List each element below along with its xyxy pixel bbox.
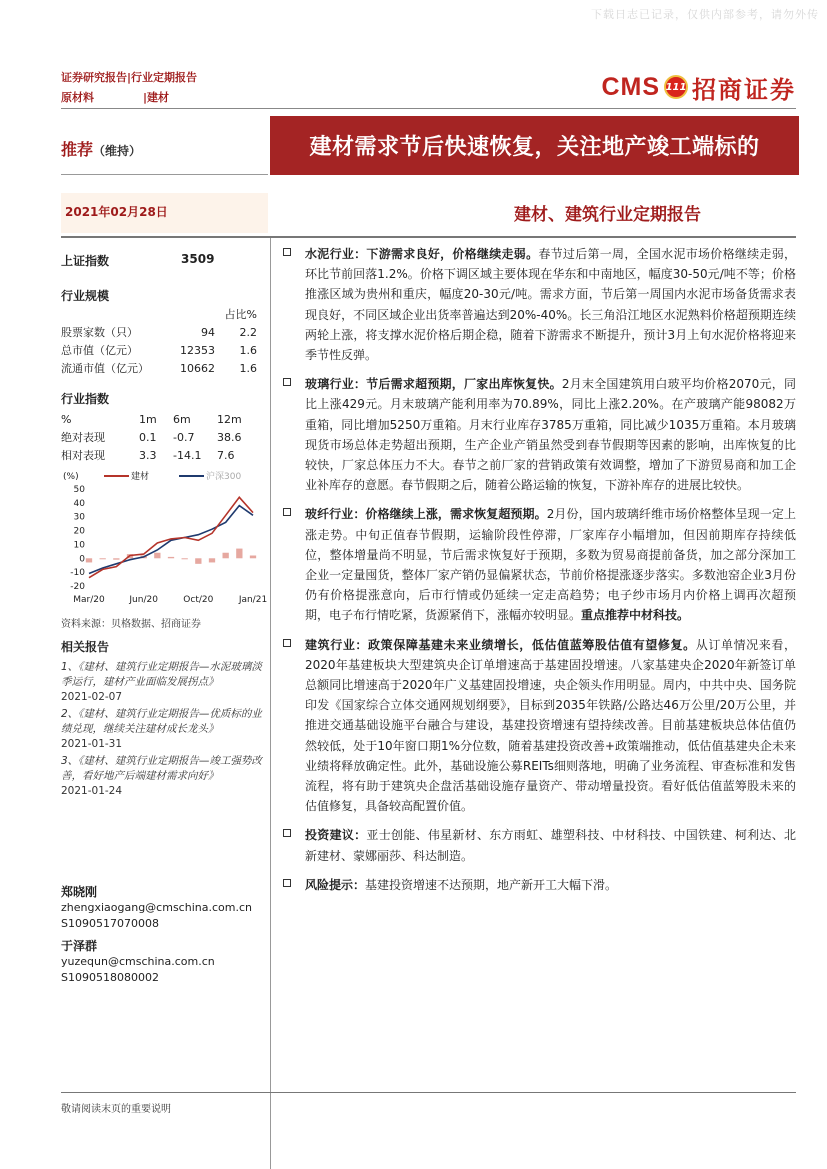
logo-badge-icon: 111 — [664, 75, 688, 99]
relative-bar — [223, 553, 229, 559]
analyst-block — [61, 884, 268, 986]
x-tick-label: Mar/20 — [73, 595, 105, 605]
index-value: 3509 — [181, 252, 215, 266]
checkbox-bullet-icon — [283, 248, 291, 256]
rating — [61, 137, 141, 160]
list-item[interactable]: 1、《建材、建筑行业定期报告—水泥玻璃淡季运行，建材产业面临发展拐点》 2021-02-07 — [61, 661, 262, 703]
report-body — [283, 244, 796, 904]
related-title: 相关报告 — [61, 640, 110, 654]
y-tick-label: 30 — [73, 512, 85, 523]
index-label: 上证指数 — [61, 254, 110, 268]
performance-title: 行业指数 — [61, 392, 110, 406]
legend-label-b: 沪深300 — [206, 472, 242, 482]
relative-bar — [250, 556, 256, 559]
y-tick-label: -20 — [70, 582, 85, 592]
y-tick-label: 40 — [73, 498, 85, 509]
list-item[interactable]: 2、《建材、建筑行业定期报告—优质标的业绩兑现，继续关注建材成长龙头》 2021-01-31 — [61, 708, 262, 750]
checkbox-bullet-icon — [283, 639, 291, 647]
relative-bar — [154, 553, 160, 559]
table-row: 相对表现 3.3 -14.1 7.6 — [61, 448, 235, 462]
paragraph-fiberglass: 玻纤行业：价格继续上涨，需求恢复超预期。2月份，国内玻璃纤维市场价格整体呈现一定上涨走势。中旬正值春节假期，运输阶段性停滞，厂家库存小幅增加，但因前期库存持续低位，整体增量尚不明显，节后需求恢复好于预期，多数为贸易商提前备货，加之部分深加工企业一定量囤货，整体厂家产销仍显偏紧状态，节前价格提涨逐步落实。多数池窑企业3月份仍有价格提涨意向，后市行情或仍延续一定走高趋势；电子纱市场月内价格上调再次超预期，电子布行情吃紧，货源紧俏下，涨幅亦较明显。重点推荐中材科技。 — [283, 504, 796, 625]
related-list — [61, 660, 268, 801]
table-row: 股票家数（只） 94 2.2 — [61, 325, 257, 339]
relative-bar — [86, 558, 92, 562]
y-tick-label: -10 — [70, 568, 85, 579]
legend-label-a: 建材 — [131, 472, 150, 482]
report-header — [61, 68, 197, 108]
report-subtitle: 建材、建筑行业定期报告 — [514, 205, 701, 225]
report-date: 2021年02月28日 — [61, 193, 268, 233]
paragraph-cement: 水泥行业：下游需求良好，价格继续走弱。春节过后第一周，全国水泥市场价格继续走弱，环比节前回落1.2%。价格下调区域主要体现在华东和中南地区，幅度30-50元/吨不等；价格推涨区域为贵州和重庆，幅度20-30元/吨。需求方面，节后第一周国内水泥市场备货需求表现良好，不同区域企业出货率普遍达到20%-40%。长三角沿江地区水泥熟料价格超预期连续两轮上涨，将支撑水泥价格后期企稳，随着下游需求不断提升，预计3月上旬水泥价格将迎来季节性反弹。 — [283, 244, 796, 365]
report-type: 证券研究报告|行业定期报告 — [61, 71, 198, 84]
checkbox-bullet-icon — [283, 508, 291, 516]
relative-bar — [113, 558, 119, 559]
column-divider — [270, 238, 271, 1169]
table-row: 流通市值（亿元） 10662 1.6 — [61, 361, 257, 375]
watermark: 下载日志已记录，仅供内部参考，请勿外传 — [591, 8, 819, 21]
rating-label: 推荐 — [61, 140, 94, 159]
header-divider — [61, 108, 796, 109]
y-tick-label: 20 — [73, 526, 85, 537]
scale-header: 占比% — [224, 308, 257, 321]
paragraph-risk: 风险提示：基建投资增速不达预期，地产新开工大幅下滑。 — [283, 875, 796, 895]
table-row: 总市值（亿元） 12353 1.6 — [61, 343, 257, 357]
report-title: 建材需求节后快速恢复，关注地产竣工端标的 — [270, 116, 799, 175]
left-divider — [61, 174, 268, 175]
analyst-email[interactable]: zhengxiaogang@cmschina.com.cn — [61, 901, 252, 914]
performance-table — [61, 410, 268, 464]
analyst-name: 郑晓刚 — [61, 885, 98, 899]
analyst-email[interactable]: yuzequn@cmschina.com.cn — [61, 955, 215, 968]
scale-table — [61, 305, 268, 377]
checkbox-bullet-icon — [283, 879, 291, 887]
analyst-cert: S1090518080002 — [61, 971, 159, 984]
relative-bar — [100, 558, 106, 559]
paragraph-investment: 投资建议：亚士创能、伟星新材、东方雨虹、雄塑科技、中材科技、中国铁建、柯利达、北新建材、蒙娜丽莎、科达制造。 — [283, 825, 796, 865]
x-tick-label: Oct/20 — [183, 595, 214, 605]
performance-chart — [61, 469, 268, 609]
y-tick-label: 50 — [73, 485, 85, 495]
x-tick-label: Jan/21 — [238, 595, 268, 605]
rating-maintain: （维持） — [93, 144, 142, 158]
relative-bar — [209, 558, 215, 562]
paragraph-construction: 建筑行业：政策保障基建未来业绩增长，低估值蓝筹股估值有望修复。从订单情况来看，2020年基建板块大型建筑央企订单增速高于基建固投增速。八家基建央企2020年新签订单总额同比增速高于2020年广义基建固投增速，央企领头作用明显。周内，中共中央、国务院印发《国家综合立体交通网规划纲要》，目标到2035年铁路/公路达46万公里/20万公里，并推进交通基础设施平台融合与建设，基建投资增速有望持续改善。目前基建板块总体估值仍然较低，处于10年窗口期1%分位数，随着基建投资改善+政策端推动，低估值基建央企未来业绩将释放确定性。此外，基础设施公募REITs细则落地，明确了业务流程、审查标准和发售流程，将有助于建筑央企盘活基础设施存量资产、带动增量投资。看好低估值蓝筹股未来的估值修复，具备较高配置价值。 — [283, 635, 796, 817]
y-tick-label: 0 — [79, 554, 85, 565]
relative-bar — [195, 558, 201, 564]
analyst-cert: S1090517070008 — [61, 917, 159, 930]
checkbox-bullet-icon — [283, 378, 291, 386]
logo-name: 招商证券 — [692, 75, 796, 104]
chart-source: 资料来源：贝格数据、招商证券 — [61, 619, 201, 630]
y-tick-label: 10 — [73, 540, 85, 551]
cms-logo — [601, 70, 796, 104]
index-row — [61, 252, 268, 269]
footer-note: 敬请阅读末页的重要说明 — [61, 1104, 171, 1115]
table-row: 绝对表现 0.1 -0.7 38.6 — [61, 430, 242, 444]
scale-title: 行业规模 — [61, 289, 110, 303]
sector-b: |建材 — [143, 91, 170, 104]
chart-unit-label: (%) — [63, 472, 79, 482]
relative-bar — [236, 549, 242, 559]
series-line-jiancai — [89, 497, 253, 577]
analyst-name: 于泽群 — [61, 939, 98, 953]
list-item[interactable]: 3、《建材、建筑行业定期报告—竣工强势改善，看好地产后端建材需求向好》 2021-01-24 — [61, 755, 262, 797]
x-tick-label: Jun/20 — [129, 595, 158, 605]
date-divider — [61, 236, 796, 238]
chart-legend — [104, 470, 241, 482]
sector-a: 原材料 — [61, 91, 94, 104]
checkbox-bullet-icon — [283, 829, 291, 837]
table-header-row: % 1m 6m 12m — [61, 412, 242, 426]
relative-bar — [182, 558, 188, 559]
logo-latin: CMS — [601, 72, 660, 101]
footer-divider — [61, 1092, 796, 1093]
relative-bar — [168, 557, 174, 558]
paragraph-glass: 玻璃行业：节后需求超预期，厂家出库恢复快。2月末全国建筑用白玻平均价格2070元，同比上涨429元。月末玻璃产能利用率为70.89%，同比上涨2.20%。在产玻璃产能98082万重箱，同比增加5250万重箱。月末行业库存3785万重箱，同比减少1035万重箱。本月玻璃现货市场总体走势超出预期，生产企业产销虽然受到春节假期等因素的影响，出库恢复的比较快，厂家总体压力不大。春节之前厂家的营销政策有效调整，增加了下游贸易商和加工企业补库存的意愿。春节假期之后，随着公路运输的恢复，下游补库存的进展比较快。 — [283, 374, 796, 495]
